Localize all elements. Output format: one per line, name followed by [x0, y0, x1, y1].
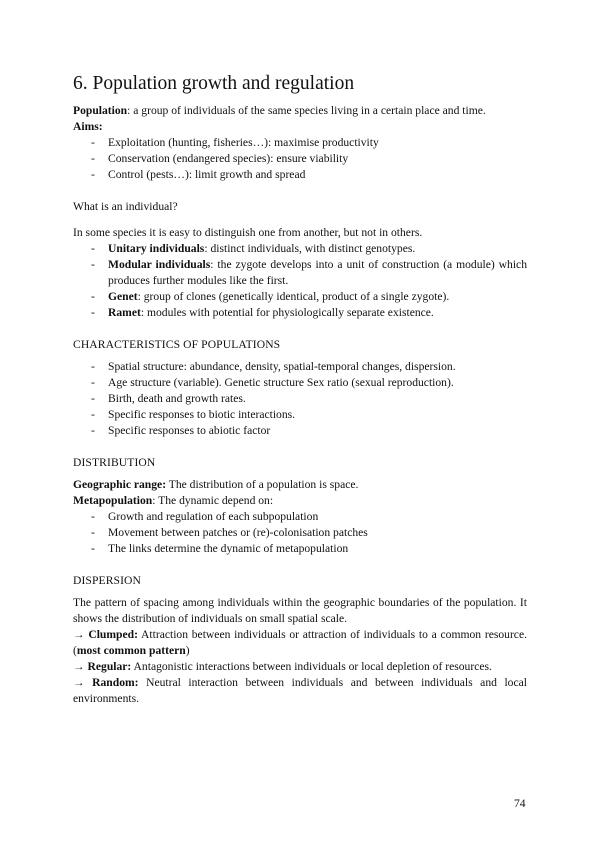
individual-type-item: - Modular individuals: the zygote develops into a unit of construction (a module) which produces further modules like the first. [91, 257, 527, 289]
individual-type-item: - Unitary individuals: distinct individuals, with distinct genotypes. [91, 241, 527, 257]
individual-types-list [73, 241, 527, 321]
metapopulation-item: - The links determine the dynamic of metapopulation [91, 541, 527, 557]
regular-pattern: → Regular: Antagonistic interactions between individuals or local depletion of resources. [73, 660, 492, 673]
page-title: 6. Population growth and regulation [73, 73, 355, 94]
characteristic-item: - Spatial structure: abundance, density, spatial-temporal changes, dispersion. [91, 359, 527, 375]
population-text: : a group of individuals of the same species living in a certain place and time. [127, 104, 486, 117]
aims-item: - Conservation (endangered species): ensure viability [91, 151, 527, 167]
metapopulation: Metapopulation: The dynamic depend on: [73, 494, 274, 507]
aims-list [73, 135, 527, 183]
individual-type-item: - Ramet: modules with potential for physiologically separate existence. [91, 305, 527, 321]
geographic-range: Geographic range: The distribution of a population is space. [73, 478, 359, 491]
characteristic-item: - Specific responses to biotic interactions. [91, 407, 527, 423]
metapopulation-item: - Movement between patches or (re)-colonisation patches [91, 525, 527, 541]
clumped-pattern: → Clumped: Attraction between individuals or attraction of individuals to a common resource. (most common pattern) [73, 628, 527, 657]
metapopulation-item: - Growth and regulation of each subpopulation [91, 509, 527, 525]
aims-item: - Exploitation (hunting, fisheries…): maximise productivity [91, 135, 527, 151]
page-number: 74 [514, 797, 526, 810]
population-term: Population [73, 104, 128, 117]
individual-question: What is an individual? [73, 200, 178, 213]
metapopulation-list [73, 509, 527, 557]
aims-item: - Control (pests…): limit growth and spread [91, 167, 527, 183]
arrow-icon: → [73, 660, 88, 673]
characteristics-heading: CHARACTERISTICS OF POPULATIONS [73, 338, 281, 351]
population-definition [73, 103, 527, 119]
distribution-heading: DISTRIBUTION [73, 456, 156, 469]
aims-label: Aims: [73, 120, 103, 133]
dispersion-heading: DISPERSION [73, 574, 141, 587]
random-pattern: → Random: Neutral interaction between individuals and between individuals and local environments. [73, 676, 527, 705]
document-page [73, 72, 527, 707]
characteristics-list [73, 359, 527, 439]
characteristic-item: - Age structure (variable). Genetic structure Sex ratio (sexual reproduction). [91, 375, 527, 391]
individual-intro: In some species it is easy to distinguish one from another, but not in others. [73, 226, 423, 239]
characteristic-item: - Specific responses to abiotic factor [91, 423, 527, 439]
dispersion-intro: The pattern of spacing among individuals within the geographic boundaries of the population. It shows the distribution of individuals on small spatial scale. [73, 596, 527, 625]
characteristic-item: - Birth, death and growth rates. [91, 391, 527, 407]
individual-type-item: - Genet: group of clones (genetically identical, product of a single zygote). [91, 289, 527, 305]
arrow-icon: → [73, 628, 89, 641]
arrow-icon: → [73, 676, 93, 689]
